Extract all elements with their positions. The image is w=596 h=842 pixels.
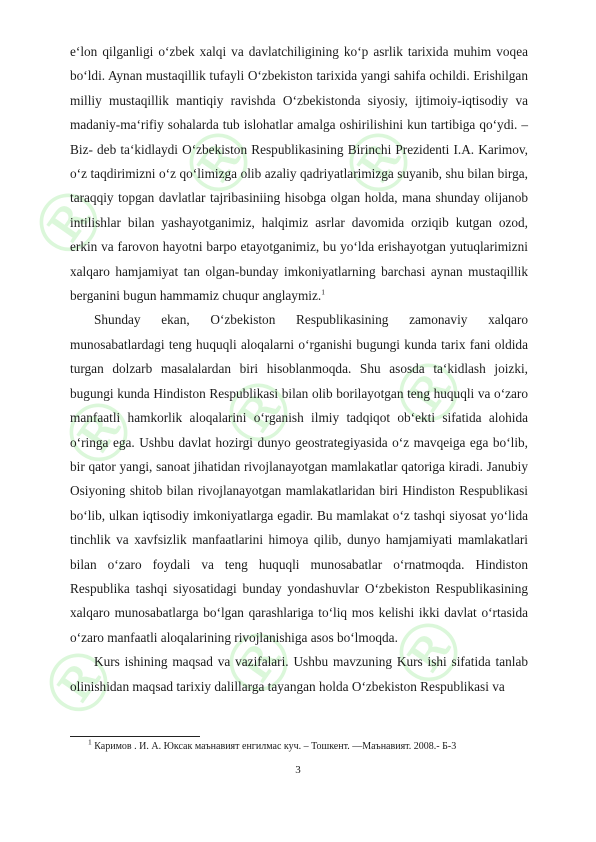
footnote [88,737,528,754]
page-body [70,40,528,699]
watermark-glyph: Ⓡ [385,609,476,698]
footnote-number: 1 [88,737,92,747]
footnote-text: Каримов . И. А. Юксак маънавият енгилмас куч. – Тошкент. —Маънавият. 2008.- Б-3 [94,741,457,752]
watermark-glyph: Ⓡ [35,639,126,728]
paragraph-1-text: e‘lon qilganligi o‘zbek xalqi va davlatchiligining ko‘p asrlik tarixida muhim voqea bo‘ldi. Aynan mustaqillik tufayli O‘zbekiston tarixida yangi sahifa ochildi. Erishilgan milliy mustaqillik mantiqiy ravishda O‘zbekistonda siyosiy, ijtimoiy-iqtisodiy va madaniy-ma‘rifiy sohalarda tub islohatlar amalga oshirilishini kun tartibiga qo‘ydi. –Biz- deb ta‘kidlaydi O‘zbekiston Respublikasining Birinchi Prezidenti I.A. Karimov, o‘z taqdirimizni o‘z qo‘limizga olib azaliy qadriyatlarimizga suyanib, shu bilan birga, taraqqiy topgan davlatlar tajribasiniing hisobga olgan holda, mana shunday olijanob intilishlar bilan yashayotganimiz, halqimiz asrlar davomida orziqib kutgan ozod, erkin va farovon hayotni barpo etayotganimiz, bu yo‘lda erishayotgan yutuqlarimizni xalqaro hamjamiyat tan olgan-bunday imkoniyatlarning barchasi aynan mustaqillik berganini bugun hammamiz chuqur anglaymiz. [70,44,528,304]
watermark-glyph: Ⓡ [335,119,426,208]
footnote-ref[interactable]: 1 [321,287,325,297]
paragraph-3 [70,650,528,699]
watermark-glyph: Ⓡ [175,119,266,208]
watermark-glyph: Ⓡ [215,369,306,458]
paragraph-2 [70,308,528,650]
paragraph-3-text: Kurs ishining maqsad va vazifalari. Ushbu mavzuning Kurs ishi sifatida tanlab olinishidan maqsad tarixiy dalillarga tayangan holda O‘zbekiston Respublikasi va [70,654,528,694]
watermark-glyph: Ⓡ [55,389,146,478]
watermark-glyph: Ⓡ [25,179,116,268]
paragraph-2-text: Shunday ekan, O‘zbekiston Respublikasining zamonaviy xalqaro munosabatlardagi teng huquqli aloqalarni o‘rganishi bugungi kunda tarix fani oldida turgan dolzarb masalalardan biri hisoblanmoqda. Shu asosda ta‘kidlash joizki, bugungi kunda Hindiston Respublikasi bilan olib borilayotgan teng huquqli va o‘zaro manfaatli hamkorlik aloqalarini o‘rganish ilmiy tadqiqot ob‘ekti sifatida alohida o‘ringa ega. Ushbu davlat hozirgi dunyo geostrategiyasida o‘z mavqeiga ega bo‘lib, bir qator yangi, sanoat jihatidan rivojlanayotgan mamlakatlar qatoriga kiradi. Janubiy Osiyoning shitob bilan rivojlanayotgan mamlakatlaridan biri Hindiston Respublikasi bo‘lib, ulkan iqtisodiy imkoniyatlarga egadir. Bu mamlakat o‘z tashqi siyosat yo‘lida tinchlik va xavfsizlik manfaatlarini himoya qilib, dunyo hamjamiyati mamlakatlari bilan o‘zaro foydali va teng huquqli munosabatlar o‘rnatmoqda. Hindiston Respublika tashqi siyosatidagi bunday yondashuvlar O‘zbekiston Respublikasining xalqaro munosabatlarga bo‘lgan qarashlariga to‘liq mos kelishi ikki davlat o‘rtasida o‘zaro manfaatli aloqalarining rivojlanishiga asos bo‘lmoqda. [70,312,528,645]
paragraph-1 [70,40,528,308]
watermark-glyph: Ⓡ [385,349,476,438]
page-number: 3 [295,764,301,776]
watermark-glyph: Ⓡ [215,619,306,708]
